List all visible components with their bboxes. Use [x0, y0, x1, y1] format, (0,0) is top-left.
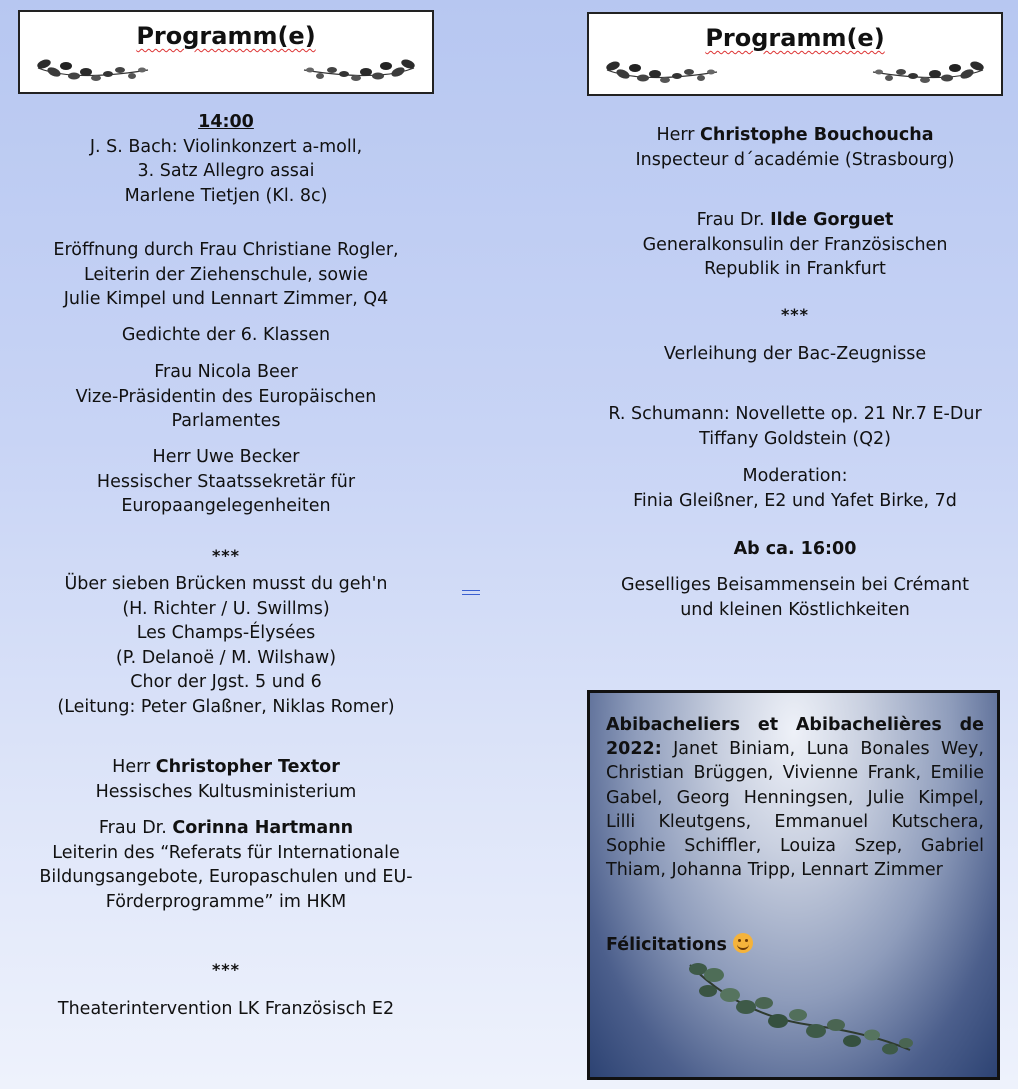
music2-line1: R. Schumann: Novellette op. 21 Nr.7 E-Dur: [608, 404, 982, 424]
beer-line3: Parlamentes: [171, 411, 281, 431]
left-title-box: [18, 10, 434, 94]
opening-item: [18, 238, 434, 312]
bouchoucha-name: Christophe Bouchoucha: [700, 125, 934, 145]
garland-icon: [300, 48, 418, 88]
award-item: Verleihung der Bac-Zeugnisse: [663, 344, 927, 364]
songs-line1: Über sieben Brücken musst du geh'n: [64, 574, 388, 594]
speaker-gorguet: [587, 208, 1003, 282]
songs-line3: Les Champs-Élysées: [136, 623, 316, 643]
opening-line1: Eröffnung durch Frau Christiane Rogler,: [53, 240, 399, 260]
gorguet-prefix: Frau Dr.: [696, 210, 771, 230]
songs-line4: (P. Delanoë / M. Wilshaw): [115, 647, 337, 668]
gorguet-line2: Generalkonsulin der Französischen: [642, 234, 948, 255]
left-title: Programm(e): [136, 22, 316, 50]
moderation-label: Moderation:: [742, 466, 848, 486]
theater-item: Theaterintervention LK Französisch E2: [57, 999, 395, 1019]
textor-name: Christopher Textor: [155, 757, 340, 777]
speaker-hartmann: [18, 816, 434, 914]
hartmann-name: Corinna Hartmann: [172, 818, 354, 838]
textor-line2: Hessisches Kultusministerium: [95, 781, 357, 802]
garland-icon: [603, 50, 721, 90]
becker-line2: Hessischer Staatssekretär für: [96, 471, 356, 492]
becker-line1: Herr Uwe Becker: [152, 447, 300, 467]
graduates-text: [606, 713, 984, 882]
songs-item: [18, 572, 434, 719]
garland-icon: [869, 50, 987, 90]
smiley-icon: [733, 933, 753, 953]
separator-stars-1: ***: [211, 546, 241, 565]
textor-prefix: Herr: [112, 757, 156, 777]
music-item-1: [18, 110, 434, 208]
speaker-becker: [18, 445, 434, 519]
speaker-bouchoucha: [587, 123, 1003, 172]
becker-line3: Europaangelegenheiten: [121, 496, 331, 516]
start-time: 14:00: [198, 112, 254, 132]
separator-stars-3: ***: [780, 305, 810, 324]
songs-line6: (Leitung: Peter Glaßner, Niklas Romer): [57, 696, 395, 717]
music1-line1: J. S. Bach: Violinkonzert a-moll,: [89, 136, 363, 157]
speaker-textor: [18, 755, 434, 804]
hartmann-line2: Leiterin des “Referats für Internationale: [52, 842, 400, 863]
graduates-names: Janet Biniam, Luna Bonales Wey, Christian Brüggen, Vivienne Frank, Emilie Gabel, Georg Henningsen, Julie Kimpel, Lilli Kleutgens, Emmanuel Kutschera, Sophie Schiffler, Louiza Szep, Gabriel Thiam, Johanna Tripp, Lennart Zimmer: [606, 739, 984, 881]
graduates-heading: Abibacheliers et Abibachelières de 2022:: [606, 715, 984, 760]
songs-line2: (H. Richter / U. Swillms): [122, 598, 330, 619]
speaker-beer: [18, 360, 434, 434]
eucalyptus-icon: [680, 955, 920, 1065]
hartmann-prefix: Frau Dr.: [98, 818, 173, 838]
garland-icon: [34, 48, 152, 88]
right-title-box: [587, 12, 1003, 96]
music1-line3: Marlene Tietjen (Kl. 8c): [124, 185, 328, 206]
congrats: [606, 933, 753, 955]
opening-line2: Leiterin der Ziehenschule, sowie: [83, 264, 369, 285]
moderation-names: Finia Gleißner, E2 und Yafet Birke, 7d: [633, 490, 957, 511]
opening-line3: Julie Kimpel und Lennart Zimmer, Q4: [63, 289, 389, 309]
poems-item: Gedichte der 6. Klassen: [121, 325, 331, 345]
divider-mark: [462, 590, 480, 595]
graduates-box: [587, 690, 1000, 1080]
music2-line2: Tiffany Goldstein (Q2): [699, 428, 891, 449]
gorguet-name: Ilde Gorguet: [770, 210, 894, 230]
music1-line2: 3. Satz Allegro assai: [137, 161, 315, 181]
bouchoucha-prefix: Herr: [656, 125, 701, 145]
bouchoucha-line2: Inspecteur d´académie (Strasbourg): [635, 149, 955, 170]
songs-line5: Chor der Jgst. 5 und 6: [130, 672, 322, 692]
social-line1: Geselliges Beisammensein bei Crémant: [620, 575, 969, 595]
time2-text: Ab ca. 16:00: [733, 539, 857, 559]
gorguet-line3: Republik in Frankfurt: [704, 259, 886, 279]
right-title: Programm(e): [705, 24, 885, 52]
music-item-2: [587, 402, 1003, 451]
beer-line2: Vize-Präsidentin des Europäischen: [75, 386, 377, 407]
separator-stars-2: ***: [211, 960, 241, 979]
hartmann-line4: Förderprogramme” im HKM: [105, 891, 347, 912]
moderation-item: [587, 464, 1003, 513]
social-line2: und kleinen Köstlichkeiten: [680, 599, 910, 620]
time-2: [587, 537, 1003, 562]
hartmann-line3: Bildungsangebote, Europaschulen und EU-: [39, 867, 413, 887]
beer-line1: Frau Nicola Beer: [154, 362, 298, 382]
social-item: [587, 573, 1003, 622]
congrats-text: Félicitations: [606, 935, 727, 955]
